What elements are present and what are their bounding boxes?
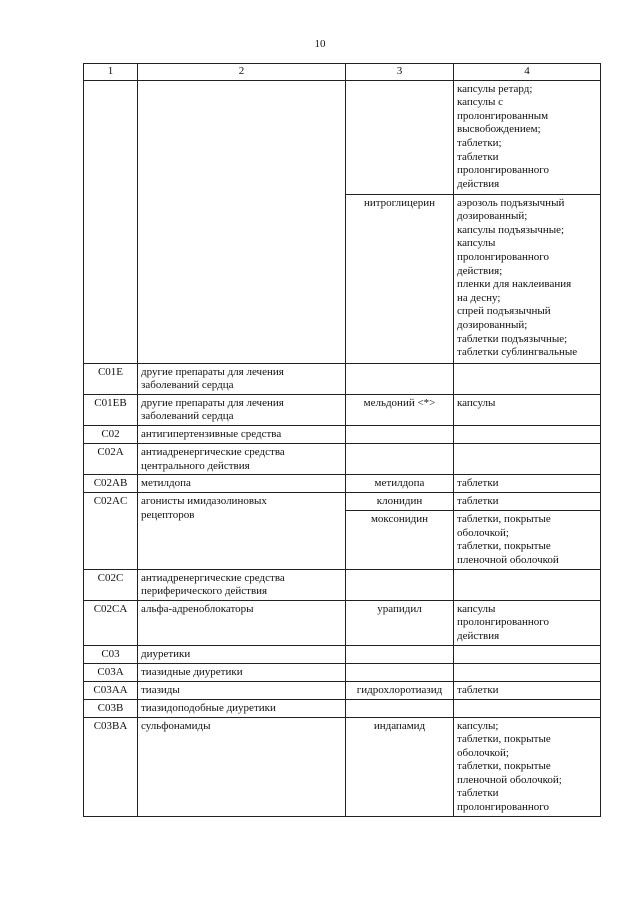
atc-code-cell: C02: [84, 425, 138, 443]
table-row: [84, 425, 601, 443]
drug-name-cell: [346, 425, 454, 443]
atc-code-cell: C02AB: [84, 475, 138, 493]
dosage-forms-cell: [454, 569, 601, 600]
drug-name-cell: метилдопа: [346, 475, 454, 493]
atc-code-cell: C02C: [84, 569, 138, 600]
dosage-forms-cell: [454, 663, 601, 681]
dosage-forms-cell: капсулы ретард; капсулы с пролонгированным высвобождением; таблетки; таблетки пролонгированного действия: [454, 80, 601, 194]
atc-code-cell: C03A: [84, 663, 138, 681]
drug-name-cell: [346, 699, 454, 717]
drug-name-cell: [346, 363, 454, 394]
dosage-forms-cell: [454, 425, 601, 443]
drug-name-cell: индапамид: [346, 717, 454, 816]
table-row: [84, 443, 601, 474]
group-name-cell: метилдопа: [138, 475, 346, 493]
drug-name-cell: моксонидин: [346, 511, 454, 569]
group-name-cell: антигипертензивные средства: [138, 425, 346, 443]
table-row: [84, 663, 601, 681]
atc-code-cell: C01E: [84, 363, 138, 394]
atc-code-cell: C02A: [84, 443, 138, 474]
atc-code-cell: C03BA: [84, 717, 138, 816]
group-name-cell: тиазидоподобные диуретики: [138, 699, 346, 717]
group-name-cell: альфа-адреноблокаторы: [138, 600, 346, 645]
atc-code-cell: [84, 80, 138, 363]
page-number: 10: [314, 38, 326, 50]
table-row: [84, 363, 601, 394]
dosage-forms-cell: таблетки: [454, 475, 601, 493]
group-name-cell: тиазиды: [138, 681, 346, 699]
table-row: [84, 717, 601, 816]
group-name-cell: диуретики: [138, 645, 346, 663]
table-row: [84, 699, 601, 717]
group-name-cell: сульфонамиды: [138, 717, 346, 816]
group-name-cell: другие препараты для лечения заболеваний сердца: [138, 394, 346, 425]
group-name-cell: [138, 80, 346, 363]
drug-name-cell: [346, 645, 454, 663]
drug-name-cell: клонидин: [346, 493, 454, 511]
table-row: [84, 600, 601, 645]
drug-name-cell: [346, 569, 454, 600]
atc-code-cell: C03: [84, 645, 138, 663]
group-name-cell: тиазидные диуретики: [138, 663, 346, 681]
table-row: [84, 493, 601, 511]
dosage-forms-cell: капсулы; таблетки, покрытые оболочкой; таблетки, покрытые пленочной оболочкой; таблетки пролонгированного: [454, 717, 601, 816]
dosage-forms-cell: таблетки: [454, 681, 601, 699]
dosage-forms-cell: таблетки, покрытые оболочкой; таблетки, покрытые пленочной оболочкой: [454, 511, 601, 569]
group-name-cell: агонисты имидазолиновых рецепторов: [138, 493, 346, 569]
dosage-forms-cell: [454, 363, 601, 394]
dosage-forms-cell: капсулы пролонгированного действия: [454, 600, 601, 645]
table-header-row: [84, 64, 601, 81]
drug-name-cell: [346, 80, 454, 194]
atc-code-cell: C03AA: [84, 681, 138, 699]
column-header-1: 1: [84, 64, 138, 81]
dosage-forms-cell: аэрозоль подъязычный дозированный; капсулы подъязычные; капсулы пролонгированного действия; пленки для наклеивания на десну; спрей подъязычный дозированный; таблетки подъязычные; таблетки сублингвальные: [454, 194, 601, 363]
table-row: [84, 681, 601, 699]
table-row: [84, 645, 601, 663]
drug-name-cell: гидрохлоротиазид: [346, 681, 454, 699]
column-header-3: 3: [346, 64, 454, 81]
atc-code-cell: C02CA: [84, 600, 138, 645]
dosage-forms-cell: [454, 645, 601, 663]
dosage-forms-cell: [454, 443, 601, 474]
drug-name-cell: нитроглицерин: [346, 194, 454, 363]
group-name-cell: антиадренергические средства центрального действия: [138, 443, 346, 474]
drug-name-cell: мельдоний <*>: [346, 394, 454, 425]
drug-name-cell: урапидил: [346, 600, 454, 645]
atc-code-cell: C01EB: [84, 394, 138, 425]
drug-name-cell: [346, 663, 454, 681]
table-row: [84, 475, 601, 493]
atc-code-cell: C02AC: [84, 493, 138, 569]
column-header-2: 2: [138, 64, 346, 81]
atc-code-cell: C03B: [84, 699, 138, 717]
dosage-forms-cell: капсулы: [454, 394, 601, 425]
drug-name-cell: [346, 443, 454, 474]
table-row: [84, 569, 601, 600]
drug-table: [83, 63, 601, 817]
dosage-forms-cell: [454, 699, 601, 717]
group-name-cell: другие препараты для лечения заболеваний сердца: [138, 363, 346, 394]
dosage-forms-cell: таблетки: [454, 493, 601, 511]
column-header-4: 4: [454, 64, 601, 81]
table-row: [84, 80, 601, 194]
table-row: [84, 394, 601, 425]
group-name-cell: антиадренергические средства периферического действия: [138, 569, 346, 600]
